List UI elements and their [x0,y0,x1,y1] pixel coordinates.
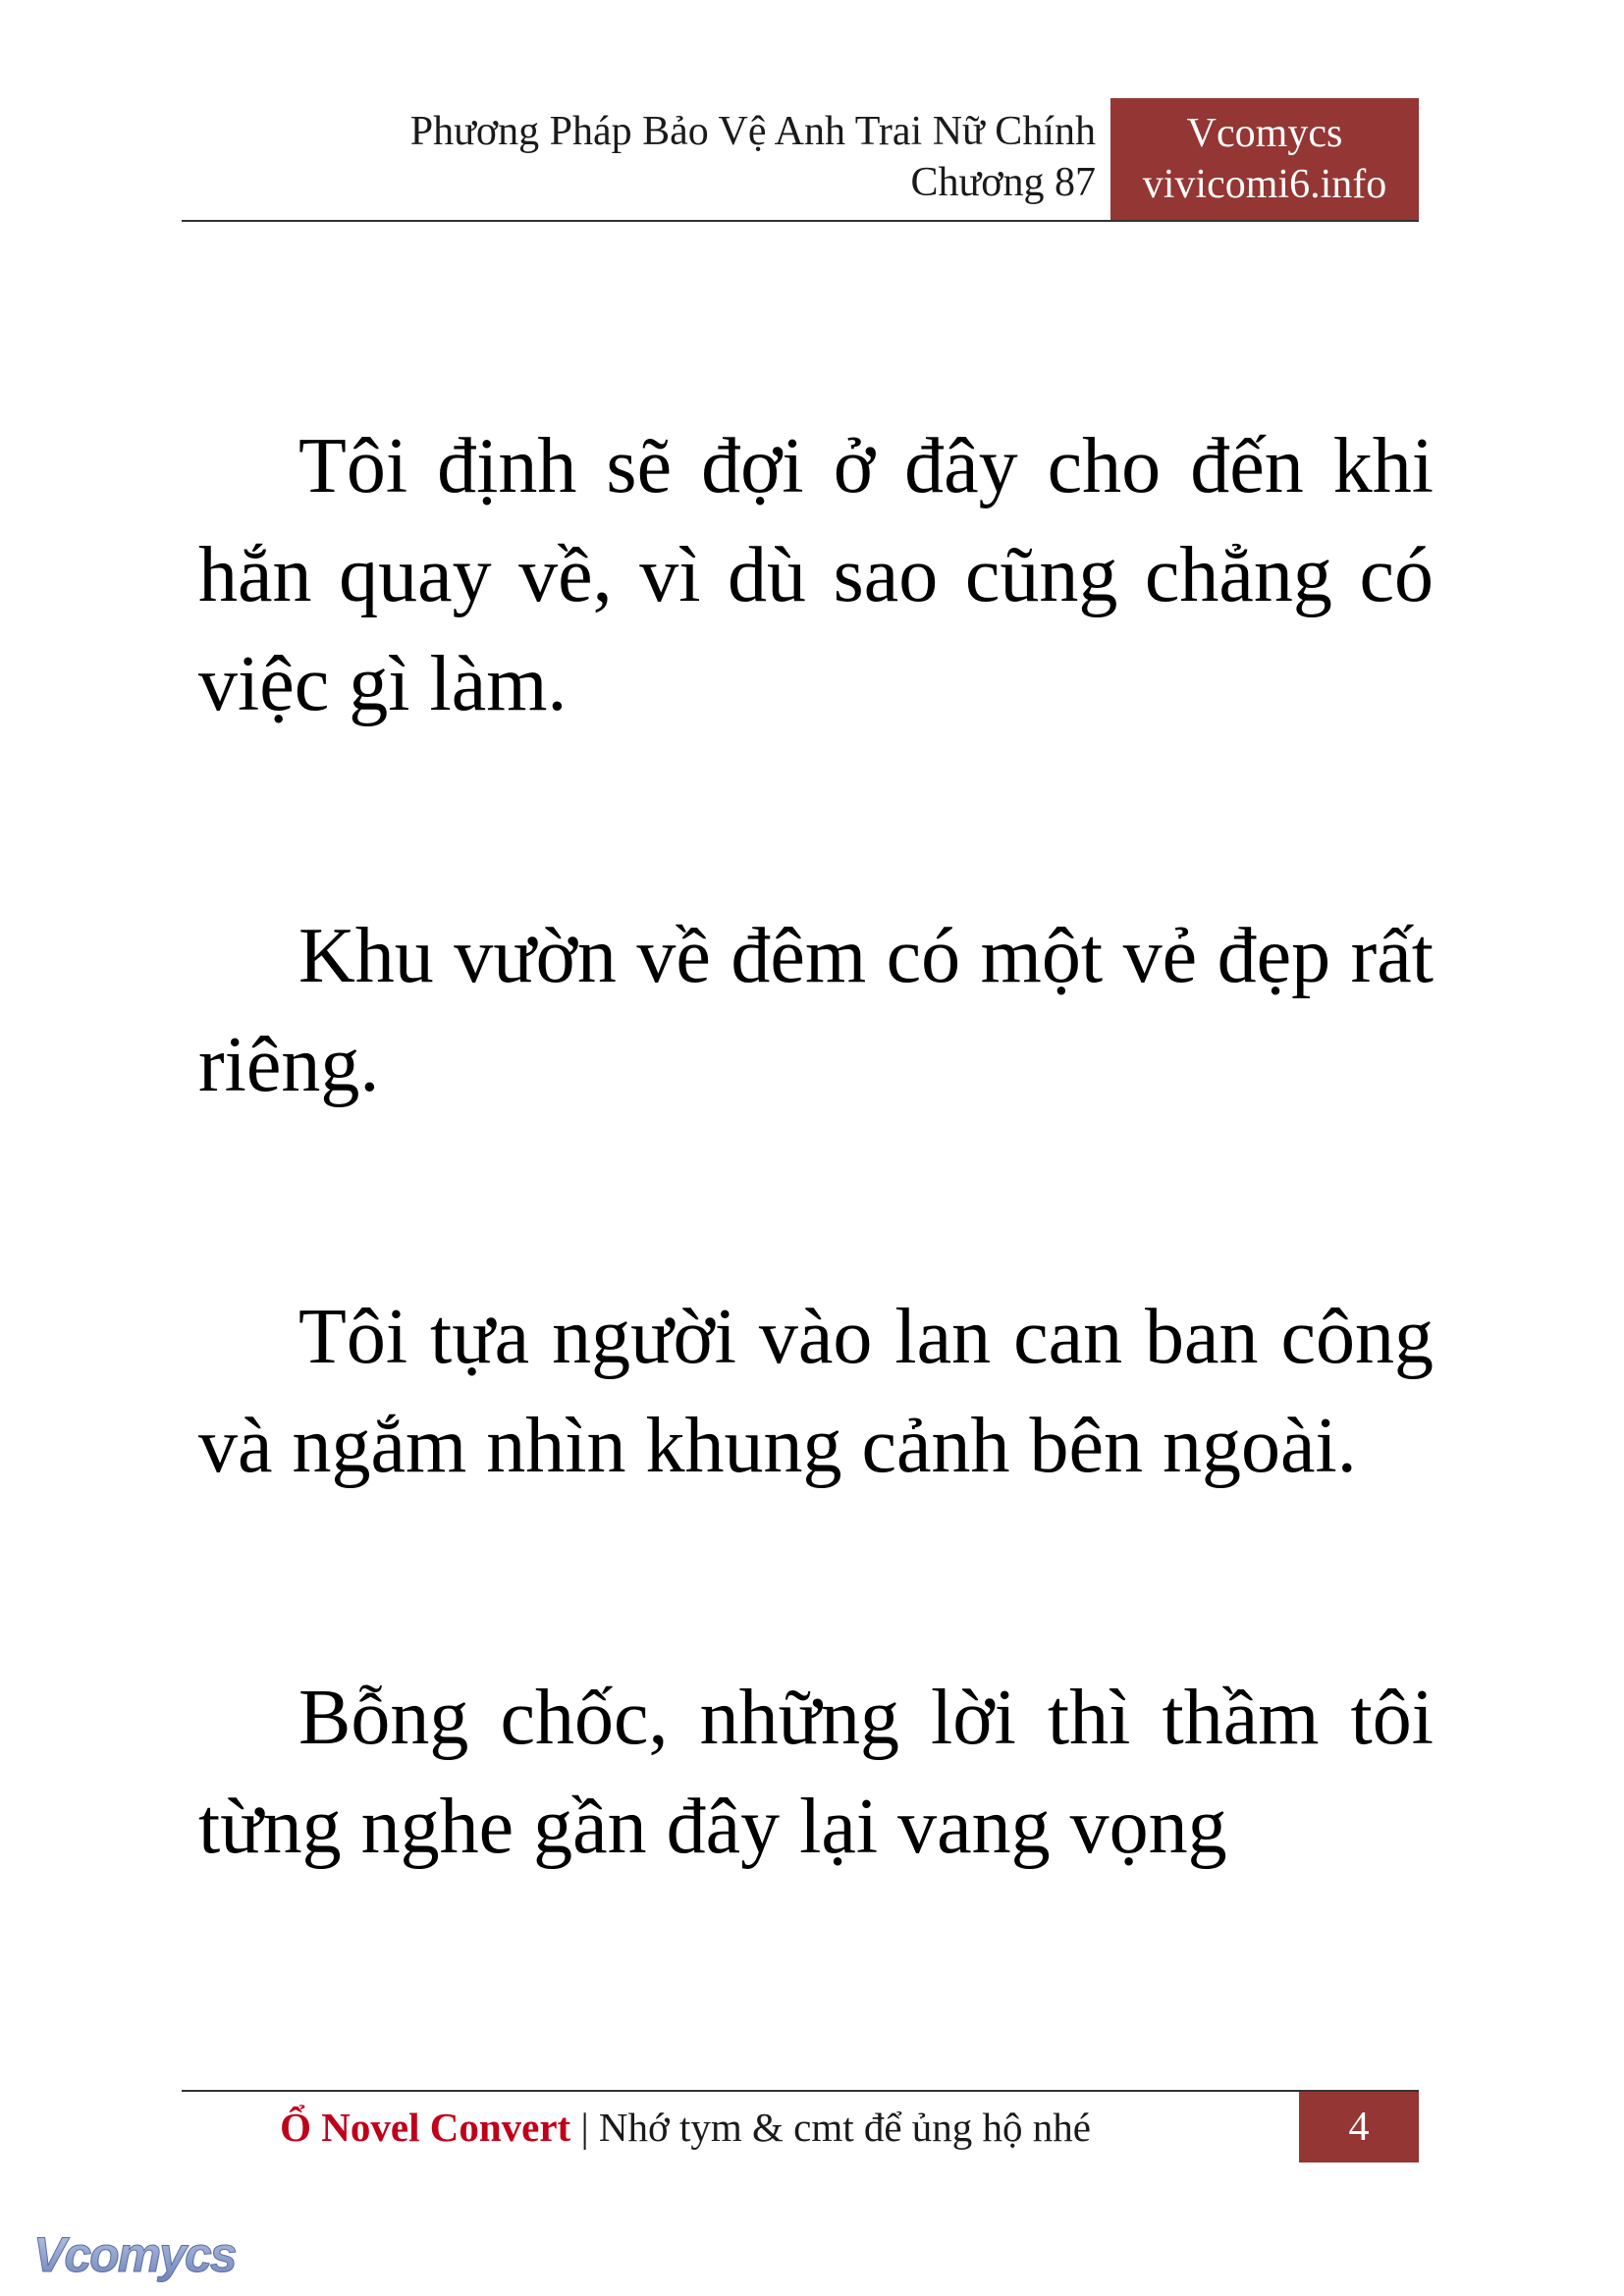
footer-brand: Ổ Novel Convert [280,2105,571,2150]
footer-caption [280,2100,1091,2155]
badge-site-name: Vcomycs [1186,111,1343,156]
footer-message: Nhớ tym & cmt để ủng hộ nhé [598,2105,1091,2150]
page-header [182,98,1419,220]
header-titles [410,106,1096,208]
svg-text:Vcomycs: Vcomycs [33,2227,236,2282]
paragraph-3: Tôi tựa người vào lan can ban công và ngắm nhìn khung cảnh bên ngoài. [198,1294,1434,1489]
header-divider [182,220,1419,222]
chapter-label: Chương 87 [910,160,1096,205]
book-title: Phương Pháp Bảo Vệ Anh Trai Nữ Chính [409,109,1096,154]
page-number: 4 [1299,2092,1419,2163]
source-badge [1110,98,1419,220]
badge-site-url: vivicomi6.info [1142,162,1387,207]
paragraph-1: Tôi định sẽ đợi ở đây cho đến khi hắn quay về, vì dù sao cũng chẳng có việc gì làm. [198,423,1434,727]
footer-separator: | [580,2105,589,2150]
paragraph-2: Khu vườn về đêm có một vẻ đẹp rất riêng. [198,913,1434,1108]
vcomycs-watermark-logo [29,2222,255,2291]
page-footer [182,2092,1419,2163]
chapter-body [198,412,1434,2045]
paragraph-4: Bỗng chốc, những lời thì thầm tôi từng nghe gần đây lại vang vọng [198,1675,1434,1870]
